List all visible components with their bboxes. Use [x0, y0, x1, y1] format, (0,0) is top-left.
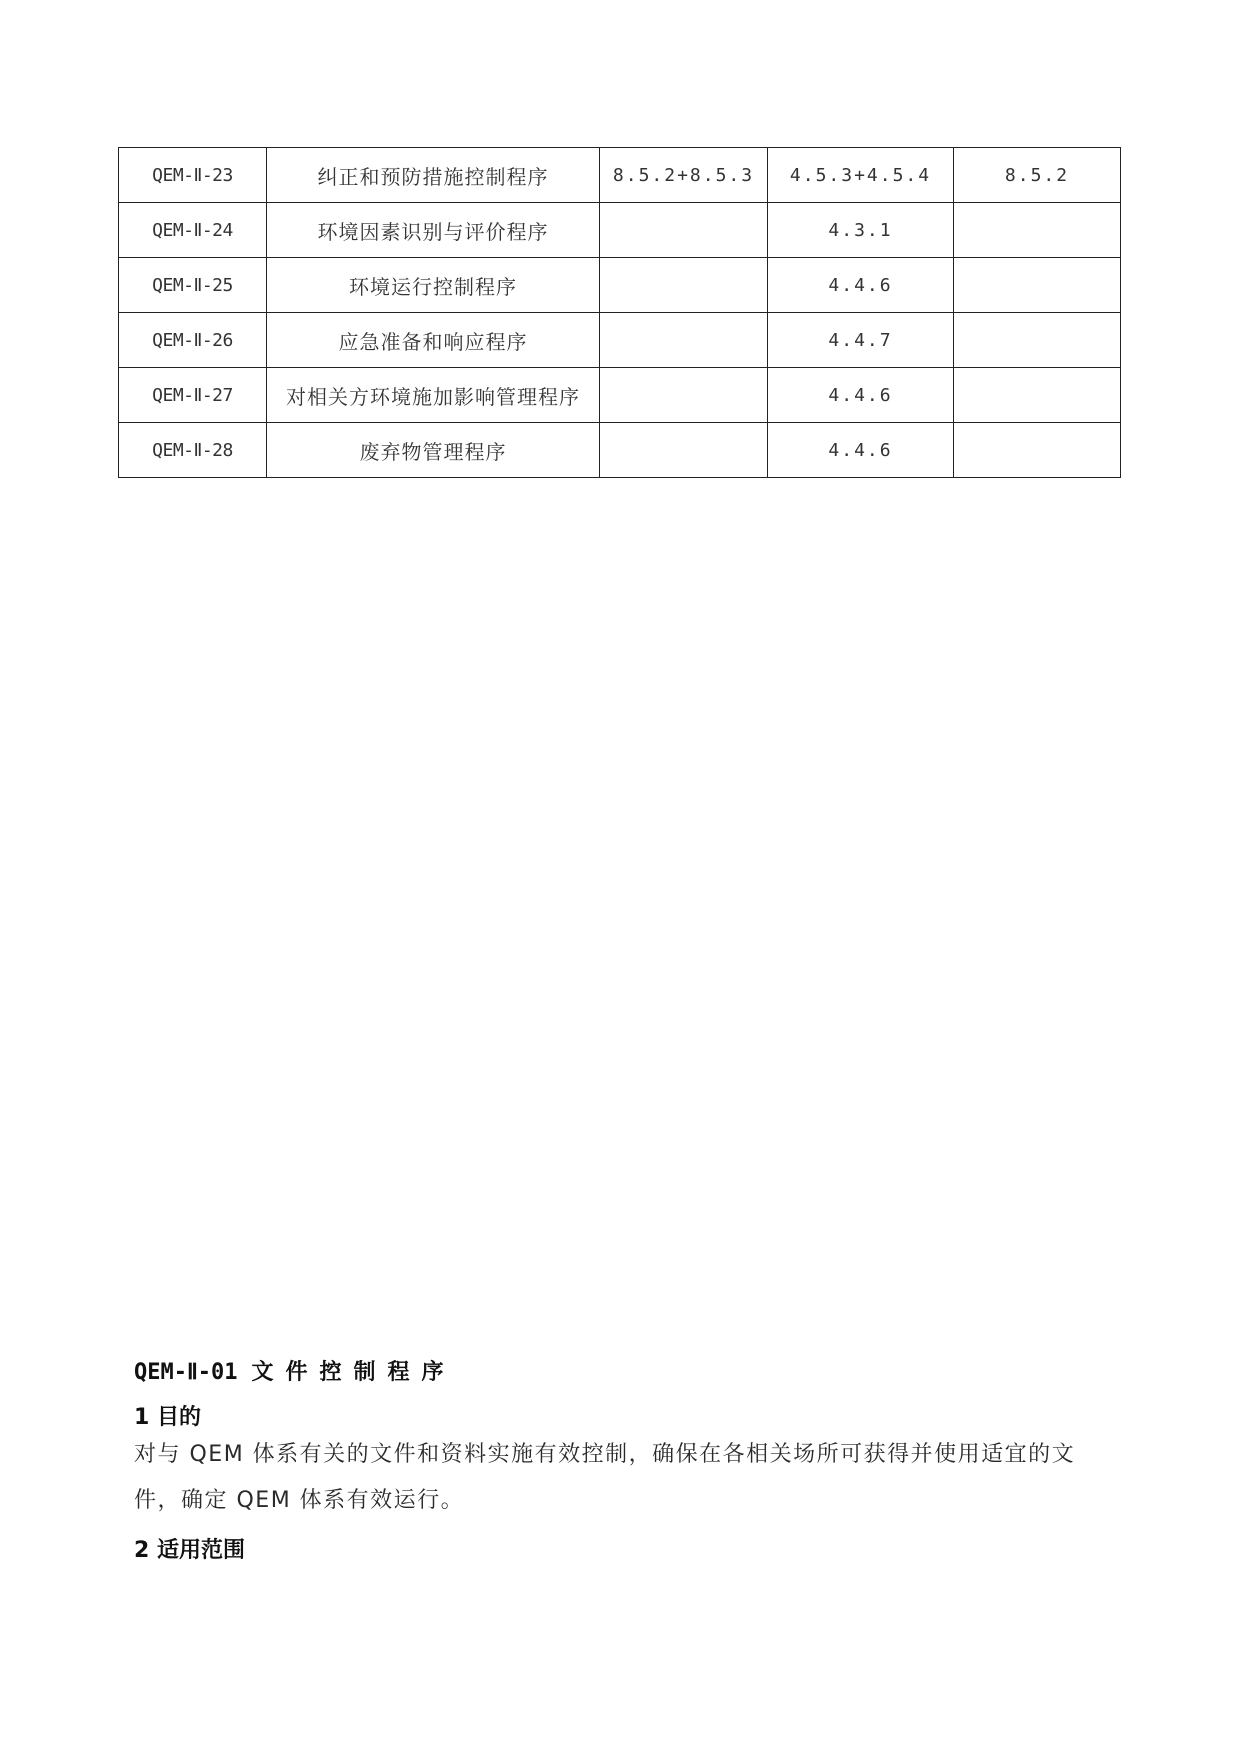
procedure-table: [118, 147, 1121, 478]
other-clause-cell: [954, 258, 1121, 313]
iso9001-clause-cell: [600, 313, 768, 368]
iso14001-clause-cell: 4.4.6: [768, 368, 954, 423]
table-row: [119, 258, 1121, 313]
section-2-heading: 2 适用范围: [134, 1538, 245, 1563]
iso9001-clause-cell: [600, 203, 768, 258]
document-title-text: 文件控制程序: [251, 1360, 456, 1385]
other-clause-cell: [954, 203, 1121, 258]
table-row: [119, 313, 1121, 368]
procedure-code-cell: QEM-Ⅱ-24: [119, 203, 267, 258]
table-row: [119, 368, 1121, 423]
table-row: [119, 148, 1121, 203]
other-clause-cell: [954, 368, 1121, 423]
procedure-name-cell: 对相关方环境施加影响管理程序: [267, 368, 600, 423]
iso14001-clause-cell: 4.5.3+4.5.4: [768, 148, 954, 203]
procedure-name-cell: 纠正和预防措施控制程序: [267, 148, 600, 203]
iso9001-clause-cell: [600, 258, 768, 313]
table-row: [119, 203, 1121, 258]
procedure-name-cell: 应急准备和响应程序: [267, 313, 600, 368]
procedure-code-cell: QEM-Ⅱ-25: [119, 258, 267, 313]
document-title: [134, 1355, 1114, 1386]
other-clause-cell: [954, 313, 1121, 368]
procedure-table-body: [119, 148, 1121, 478]
procedure-code-cell: QEM-Ⅱ-28: [119, 423, 267, 478]
section-1-body: [134, 1432, 1114, 1524]
iso14001-clause-cell: 4.4.6: [768, 423, 954, 478]
iso9001-clause-cell: [600, 368, 768, 423]
procedure-code-cell: QEM-Ⅱ-26: [119, 313, 267, 368]
iso14001-clause-cell: 4.4.6: [768, 258, 954, 313]
iso9001-clause-cell: [600, 423, 768, 478]
procedure-name-cell: 环境因素识别与评价程序: [267, 203, 600, 258]
section-1-heading: 1 目的: [134, 1405, 201, 1430]
iso14001-clause-cell: 4.4.7: [768, 313, 954, 368]
procedure-code-cell: QEM-Ⅱ-23: [119, 148, 267, 203]
procedure-code-cell: QEM-Ⅱ-27: [119, 368, 267, 423]
iso14001-clause-cell: 4.3.1: [768, 203, 954, 258]
procedure-name-cell: 环境运行控制程序: [267, 258, 600, 313]
procedure-name-cell: 废弃物管理程序: [267, 423, 600, 478]
other-clause-cell: 8.5.2: [954, 148, 1121, 203]
document-title-code: QEM-Ⅱ-01: [134, 1360, 238, 1385]
iso9001-clause-cell: 8.5.2+8.5.3: [600, 148, 768, 203]
section-1-line-1: 对与 QEM 体系有关的文件和资料实施有效控制，确保在各相关场所可获得并使用适宜的文: [134, 1442, 1076, 1467]
other-clause-cell: [954, 423, 1121, 478]
table-row: [119, 423, 1121, 478]
section-1-line-2: 件，确定 QEM 体系有效运行。: [134, 1488, 465, 1513]
